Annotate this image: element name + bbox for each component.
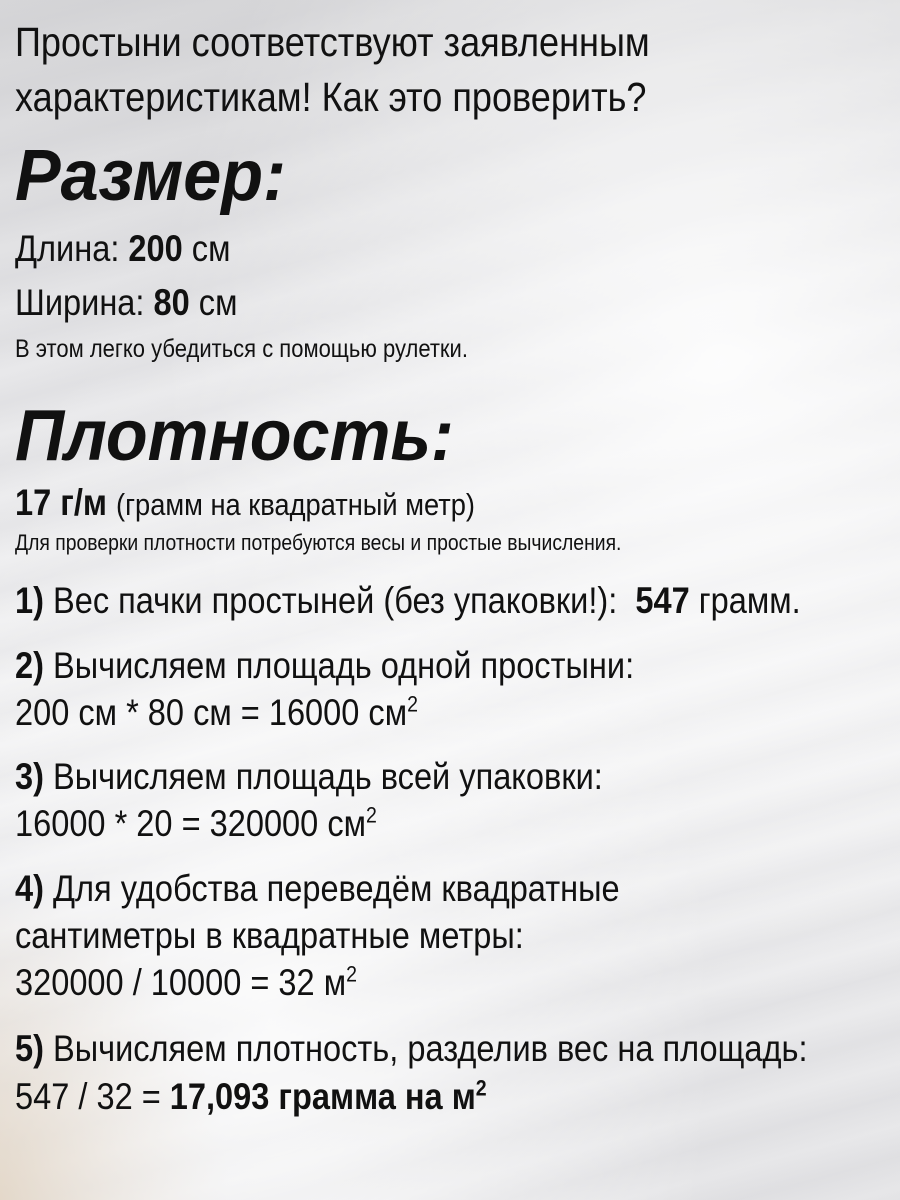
density-note: Для проверки плотности потребуются весы и простые вычисления. [15,530,622,555]
step-2-calc [15,691,418,733]
step-4 [15,870,620,907]
density-result: 17,093 грамма на м [169,1076,476,1117]
superscript: 2 [407,691,418,717]
step-text: Для удобства переведём квадратные [53,868,620,909]
length-label: Длина: [15,228,120,269]
title-line-1: Простыни соответствуют заявленным [15,19,650,65]
step-3-calc [15,802,377,844]
step-3 [15,758,603,795]
step-number: 4) [15,868,44,909]
step-5-calc [15,1075,487,1117]
step-text: Вычисляем площадь всей упаковки: [53,756,603,797]
width-value: 80 [153,282,190,323]
title-line-2: характеристикам! Как это проверить? [15,74,647,120]
step-weight: 547 [635,580,690,621]
step-number: 2) [15,645,44,686]
density-value: 17 г/м [15,482,107,523]
density-value-line [15,484,475,521]
density-value-note: (грамм на квадратный метр) [116,487,476,522]
length-value: 200 [128,228,183,269]
step-1 [15,582,801,619]
size-length [15,230,230,267]
size-note: В этом легко убедиться с помощью рулетки. [15,335,468,363]
step-4-line2: сантиметры в квадратные метры: [15,915,524,956]
step-5 [15,1030,808,1067]
size-heading: Размер: [15,136,286,216]
step-calc: 200 см * 80 см = 16000 см [15,692,408,733]
step-text: Вычисляем плотность, разделив вес на площадь: [53,1028,808,1069]
size-width [15,284,237,321]
step-unit: грамм. [698,580,801,621]
step-number: 3) [15,756,44,797]
step-calc: 16000 * 20 = 320000 см [15,803,366,844]
step-2 [15,647,634,684]
width-unit: см [198,282,238,323]
step-calc: 547 / 32 = [15,1076,161,1117]
superscript: 2 [475,1075,487,1101]
step-4-calc [15,961,357,1003]
step-text: Вычисляем площадь одной простыни: [53,645,635,686]
superscript: 2 [365,802,377,828]
step-number: 5) [15,1028,44,1069]
density-heading: Плотность: [15,396,454,476]
width-label: Ширина: [15,282,145,323]
length-unit: см [191,228,231,269]
step-number: 1) [15,580,44,621]
step-calc: 320000 / 10000 = 32 м [15,962,347,1003]
superscript: 2 [346,961,357,987]
step-text: Вес пачки простыней (без упаковки!): [53,580,618,621]
